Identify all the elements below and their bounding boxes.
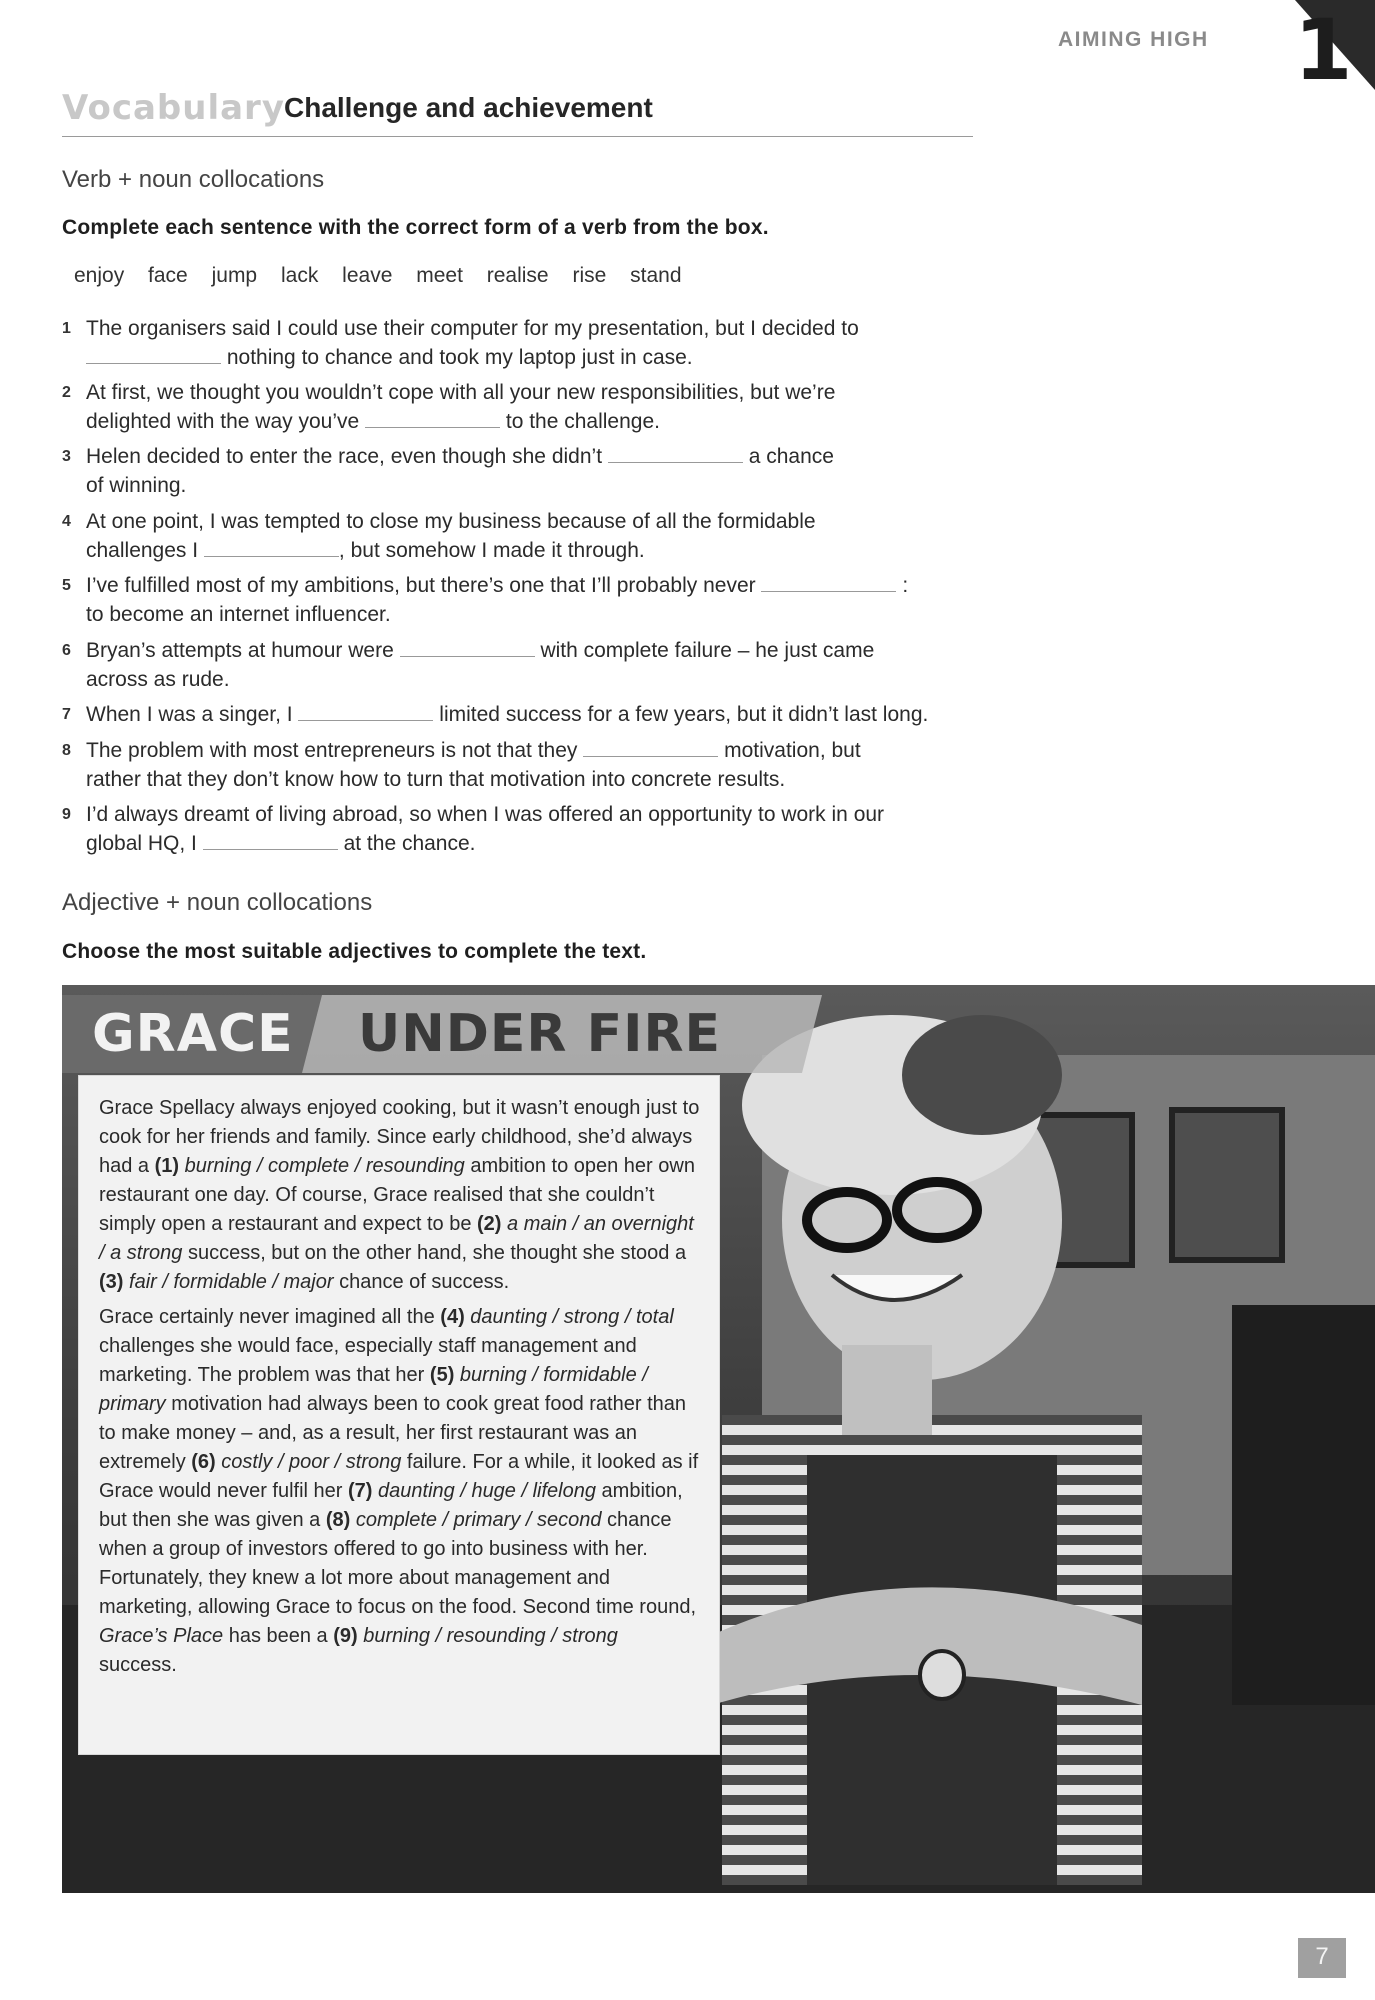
exercise-item xyxy=(62,378,982,438)
part1-heading: Verb + noun collocations xyxy=(62,166,325,193)
answer-blank[interactable] xyxy=(298,700,433,721)
article-paragraph-2 xyxy=(99,1303,701,1680)
article-text: success, but on the other hand, she thought she stood a xyxy=(182,1242,687,1264)
answer-blank[interactable] xyxy=(608,442,743,463)
exercise-item xyxy=(62,571,982,631)
article-text: success. xyxy=(99,1654,177,1676)
item-number: 6 xyxy=(62,642,71,659)
item-text: global HQ, I xyxy=(86,832,197,855)
article-title-under-fire: UNDER FIRE xyxy=(358,1004,722,1064)
section-header xyxy=(62,84,973,137)
exercise-item xyxy=(62,636,982,696)
item-text: with complete failure – he just came xyxy=(540,639,875,662)
item-text: to become an internet influencer. xyxy=(86,603,391,626)
item-text: , but somehow I made it through. xyxy=(338,539,645,562)
gap-options[interactable]: complete / primary / second xyxy=(355,1509,602,1531)
article-text: ambition to open her own restaurant one day. Of course, Grace realised that she couldn’t simply open a restaurant and expect to be xyxy=(99,1155,695,1235)
gap-number: (4) xyxy=(440,1306,465,1328)
gap-number: (7) xyxy=(348,1480,373,1502)
item-text: : xyxy=(902,574,909,597)
article-text: Grace Spellacy always enjoyed cooking, but it wasn’t enough just to cook for her friends and family. Since early childhood, she’d always had a xyxy=(99,1097,700,1177)
word-box-item: leave xyxy=(342,264,393,287)
article-text: Grace certainly never imagined all the xyxy=(99,1306,441,1328)
item-text: At first, we thought you wouldn’t cope with all your new responsibilities, but we’re xyxy=(86,381,836,404)
item-number: 3 xyxy=(62,448,71,465)
answer-blank[interactable] xyxy=(203,829,338,850)
article-text: chance of success. xyxy=(333,1271,510,1293)
word-box-item: meet xyxy=(416,264,463,287)
word-box-item: lack xyxy=(280,264,319,287)
item-text: nothing to chance and took my laptop just in case. xyxy=(226,346,693,369)
item-number: 4 xyxy=(62,513,71,530)
exercise-item xyxy=(62,314,982,374)
item-text: rather that they don’t know how to turn that motivation into concrete results. xyxy=(86,768,786,791)
page-number: 7 xyxy=(1315,1943,1329,1970)
article-paragraph-1 xyxy=(99,1094,701,1297)
item-text: motivation, but xyxy=(724,739,861,762)
part2-instruction: Choose the most suitable adjectives to complete the text. xyxy=(62,940,647,963)
answer-blank[interactable] xyxy=(204,536,339,557)
item-text: The organisers said I could use their computer for my presentation, but I decided to xyxy=(86,317,859,340)
article-text: chance when a group of investors offered to go into business with her. Fortunately, they knew a lot more about management and marketing, allowing Grace to focus on the food. Second time round, xyxy=(99,1509,697,1618)
gap-options[interactable]: daunting / huge / lifelong xyxy=(378,1480,596,1502)
word-box-item: face xyxy=(148,264,188,287)
exercise-item xyxy=(62,507,982,567)
article-text: challenges she would face, especially staff management and marketing. The problem was that her xyxy=(99,1335,637,1386)
gap-options[interactable]: a main / an overnight / a strong xyxy=(99,1213,694,1264)
gap-number: (2) xyxy=(477,1213,502,1235)
word-box-item: realise xyxy=(486,264,549,287)
item-number: 9 xyxy=(62,806,71,823)
section-title: Challenge and achievement xyxy=(284,92,653,123)
answer-blank[interactable] xyxy=(761,571,896,592)
gap-number: (5) xyxy=(429,1364,455,1386)
answer-blank[interactable] xyxy=(365,407,500,428)
word-box-item: enjoy xyxy=(74,264,125,287)
unit-number: 1 xyxy=(1294,1,1353,99)
section-label: Vocabulary xyxy=(62,88,285,128)
word-box-item: rise xyxy=(572,264,607,287)
item-text: to the challenge. xyxy=(505,410,660,433)
gap-options[interactable]: burning / formidable / primary xyxy=(99,1364,648,1415)
item-number: 7 xyxy=(62,706,71,723)
word-box-item: jump xyxy=(211,264,258,287)
article-text: failure. For a while, it looked as if Grace would never fulfil her xyxy=(99,1451,699,1502)
word-box xyxy=(74,264,700,288)
exercise-item xyxy=(62,700,982,730)
exercise-item xyxy=(62,442,982,502)
gap-number: (6) xyxy=(191,1451,216,1473)
answer-blank[interactable] xyxy=(86,343,221,364)
item-text: I’d always dreamt of living abroad, so when I was offered an opportunity to work in our xyxy=(86,803,885,826)
gap-options[interactable]: burning / resounding / strong xyxy=(363,1625,618,1647)
restaurant-name: Grace’s Place xyxy=(99,1625,224,1647)
article-text-box xyxy=(78,1075,720,1755)
item-text: of winning. xyxy=(86,474,187,497)
item-number: 2 xyxy=(62,384,71,401)
part2-heading: Adjective + noun collocations xyxy=(62,889,373,916)
part1-instruction: Complete each sentence with the correct form of a verb from the box. xyxy=(62,216,769,239)
article-title-grace: GRACE xyxy=(92,1004,294,1064)
item-text: Helen decided to enter the race, even though she didn’t xyxy=(86,445,603,468)
gap-options[interactable]: burning / complete / resounding xyxy=(184,1155,465,1177)
unit-label: AIMING HIGH xyxy=(1058,28,1209,51)
article-text: ambition, but then she was given a xyxy=(99,1480,683,1531)
item-text: challenges I xyxy=(86,539,199,562)
article-text: has been a xyxy=(223,1625,334,1647)
gap-options[interactable]: fair / formidable / major xyxy=(129,1271,334,1293)
item-text: at the chance. xyxy=(343,832,476,855)
item-number: 1 xyxy=(62,320,71,337)
exercise-item xyxy=(62,800,982,860)
gap-options[interactable]: costly / poor / strong xyxy=(221,1451,402,1473)
item-text: delighted with the way you’ve xyxy=(86,410,360,433)
item-number: 8 xyxy=(62,742,71,759)
gap-number: (1) xyxy=(154,1155,180,1177)
word-box-item: stand xyxy=(630,264,682,287)
item-text: limited success for a few years, but it didn’t last long. xyxy=(439,703,929,726)
article-text: motivation had always been to cook great food rather than to make money – and, as a result, her first restaurant was an extremely xyxy=(99,1393,686,1473)
item-number: 5 xyxy=(62,577,71,594)
answer-blank[interactable] xyxy=(400,636,535,657)
gap-options[interactable]: daunting / strong / total xyxy=(470,1306,674,1328)
gap-number: (3) xyxy=(99,1271,124,1293)
item-text: When I was a singer, I xyxy=(86,703,293,726)
answer-blank[interactable] xyxy=(583,736,718,757)
gap-number: (9) xyxy=(333,1625,358,1647)
exercise-item xyxy=(62,736,982,796)
gap-number: (8) xyxy=(325,1509,351,1531)
item-text: At one point, I was tempted to close my business because of all the formidable xyxy=(86,510,816,533)
item-text: a chance xyxy=(748,445,834,468)
item-text: The problem with most entrepreneurs is not that they xyxy=(86,739,578,762)
item-text: I’ve fulfilled most of my ambitions, but there’s one that I’ll probably never xyxy=(86,574,756,597)
item-text: across as rude. xyxy=(86,668,230,691)
item-text: Bryan’s attempts at humour were xyxy=(86,639,394,662)
